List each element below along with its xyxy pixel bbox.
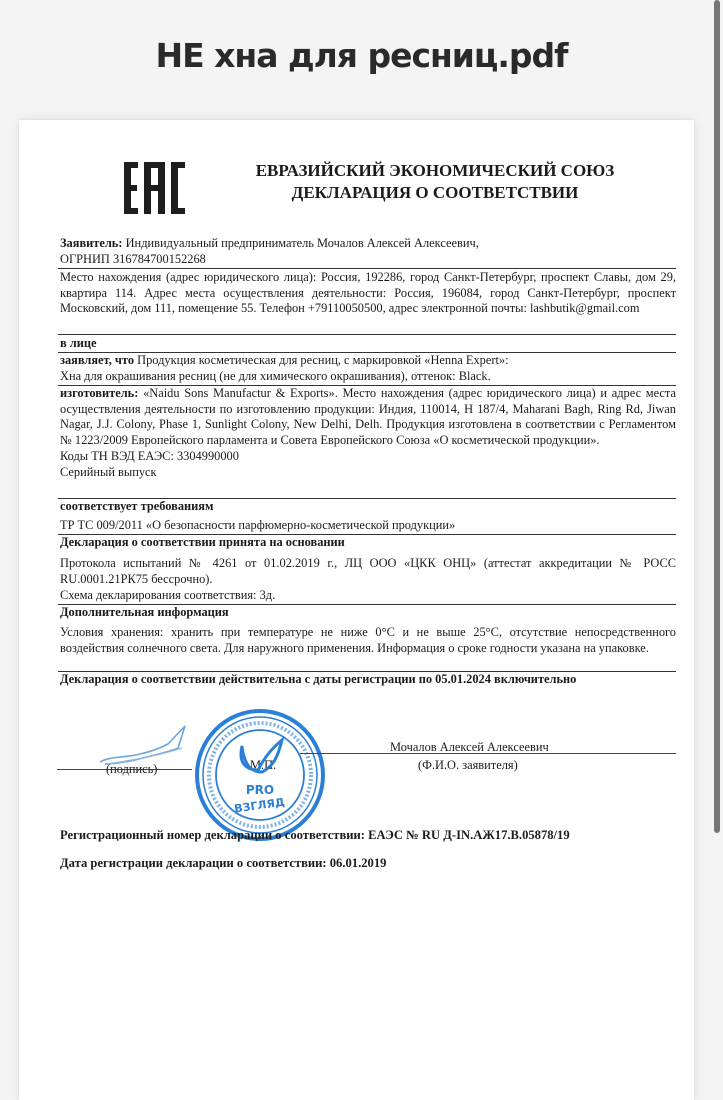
registration-date — [60, 856, 676, 872]
registration-date-text: Дата регистрации декларации о соответствии: 06.01.2019 — [60, 856, 387, 870]
header-union: ЕВРАЗИЙСКИЙ ЭКОНОМИЧЕСКИЙ СОЮЗ — [255, 161, 615, 180]
manufacturer-label: изготовитель: — [60, 386, 139, 400]
registration-number-text: Регистрационный номер декларации о соответствии: ЕАЭС № RU Д-IN.АЖ17.В.05878/19 — [60, 828, 570, 842]
eac-logo-icon — [124, 162, 184, 214]
applicant-text: Индивидуальный предприниматель Мочалов Алексей Алексеевич, — [125, 236, 479, 250]
signature-caption: (подпись) — [106, 762, 158, 776]
basis-label-text: Декларация о соответствии принята на основании — [60, 535, 345, 549]
manufacturer-section — [60, 386, 676, 480]
basis-text: Протокола испытаний № 4261 от 01.02.2019 г., ЛЦ ООО «ЦКК ОНЦ» (аттестат аккредитации № РОСС RU.0001.21РК75 бессрочно). — [60, 556, 676, 586]
validity-bold: Декларация о соответствии действительна с даты регистрации по 05.01.2024 включительно — [60, 672, 577, 686]
document-title: НЕ хна для ресниц.pdf — [155, 36, 568, 75]
complies-text: соответствует требованиям — [60, 499, 214, 513]
declaration-header — [210, 160, 660, 204]
stamp-text-vzglyad: ВЗГЛЯД — [233, 795, 286, 816]
basis-label — [60, 535, 676, 551]
applicant-name: Мочалов Алексей Алексеевич — [390, 740, 549, 754]
declares-product: Хна для окрашивания ресниц (не для химического окрашивания), оттенок: Black. — [60, 368, 491, 383]
applicant-label: Заявитель: — [60, 236, 123, 250]
declares-label: заявляет, что — [60, 353, 135, 367]
stamp-place-label: М.П. — [250, 758, 277, 772]
registration-number — [60, 828, 676, 844]
in-person-label — [60, 336, 676, 352]
scheme-text: Схема декларирования соответствия: 3д. — [60, 588, 276, 602]
additional-label-text: Дополнительная информация — [60, 605, 229, 619]
regulation-text: ТР ТС 009/2011 «О безопасности парфюмерно-косметической продукции» — [60, 518, 456, 532]
stamp-text-pro: PRO — [245, 783, 275, 797]
additional-text: Условия хранения: хранить при температуре не ниже 0°С и не выше 25°С, отсутствие непосредственного воздействия солнечного света. Для наружного применения. Информация о сроке годности указана на упаковке. — [60, 625, 676, 655]
manufacturer-text: «Naidu Sons Manufactur & Exports». Место нахождения (адрес юридического лица) и адрес места осуществления деятельности по изготовлению продукции: Индия, 110014, H 187/4, Maharani Bagh, Ring Rd, Jiwan Nagar, J.J. Colony, Phase 1, Sunlight Colony, New Delhi, Delh. Продукция изготовлена в соответствии с Регламентом № 1223/2009 Европейского парламента и Совета Европейского Союза «О косметической продукции». — [60, 386, 677, 448]
validity-text — [60, 672, 676, 688]
scrollbar[interactable] — [714, 0, 720, 833]
address-text: Место нахождения (адрес юридического лица): Россия, 192286, город Санкт-Петербург, проспект Славы, дом 29, квартира 114. Адрес места осуществления деятельности: Россия, 196084, город Санкт-Петербург, проспект Московский, дом 111, помещение 55. Телефон +79110050500, адрес электронной почты: lashbutik@gmail.com — [60, 270, 676, 316]
declares-text: Продукция косметическая для ресниц, с маркировкой «Henna Expert»: — [137, 353, 509, 367]
in-person-text: в лице — [60, 336, 97, 350]
applicant-ogrnip: ОГРНИП 316784700152268 — [60, 251, 206, 266]
signature-icon — [90, 718, 200, 768]
additional-label — [60, 605, 676, 621]
header-declaration: ДЕКЛАРАЦИЯ О СООТВЕТСТВИИ — [291, 183, 579, 202]
complies-label — [60, 499, 676, 515]
applicant-section — [60, 236, 676, 267]
declares-section — [60, 353, 676, 384]
tn-ved-codes: Коды ТН ВЭД ЕАЭС: 3304990000 — [60, 448, 239, 463]
divider — [58, 334, 676, 335]
divider — [58, 268, 676, 269]
applicant-name-caption: (Ф.И.О. заявителя) — [418, 758, 518, 772]
stamp-icon — [194, 708, 326, 842]
serial-release: Серийный выпуск — [60, 464, 157, 479]
